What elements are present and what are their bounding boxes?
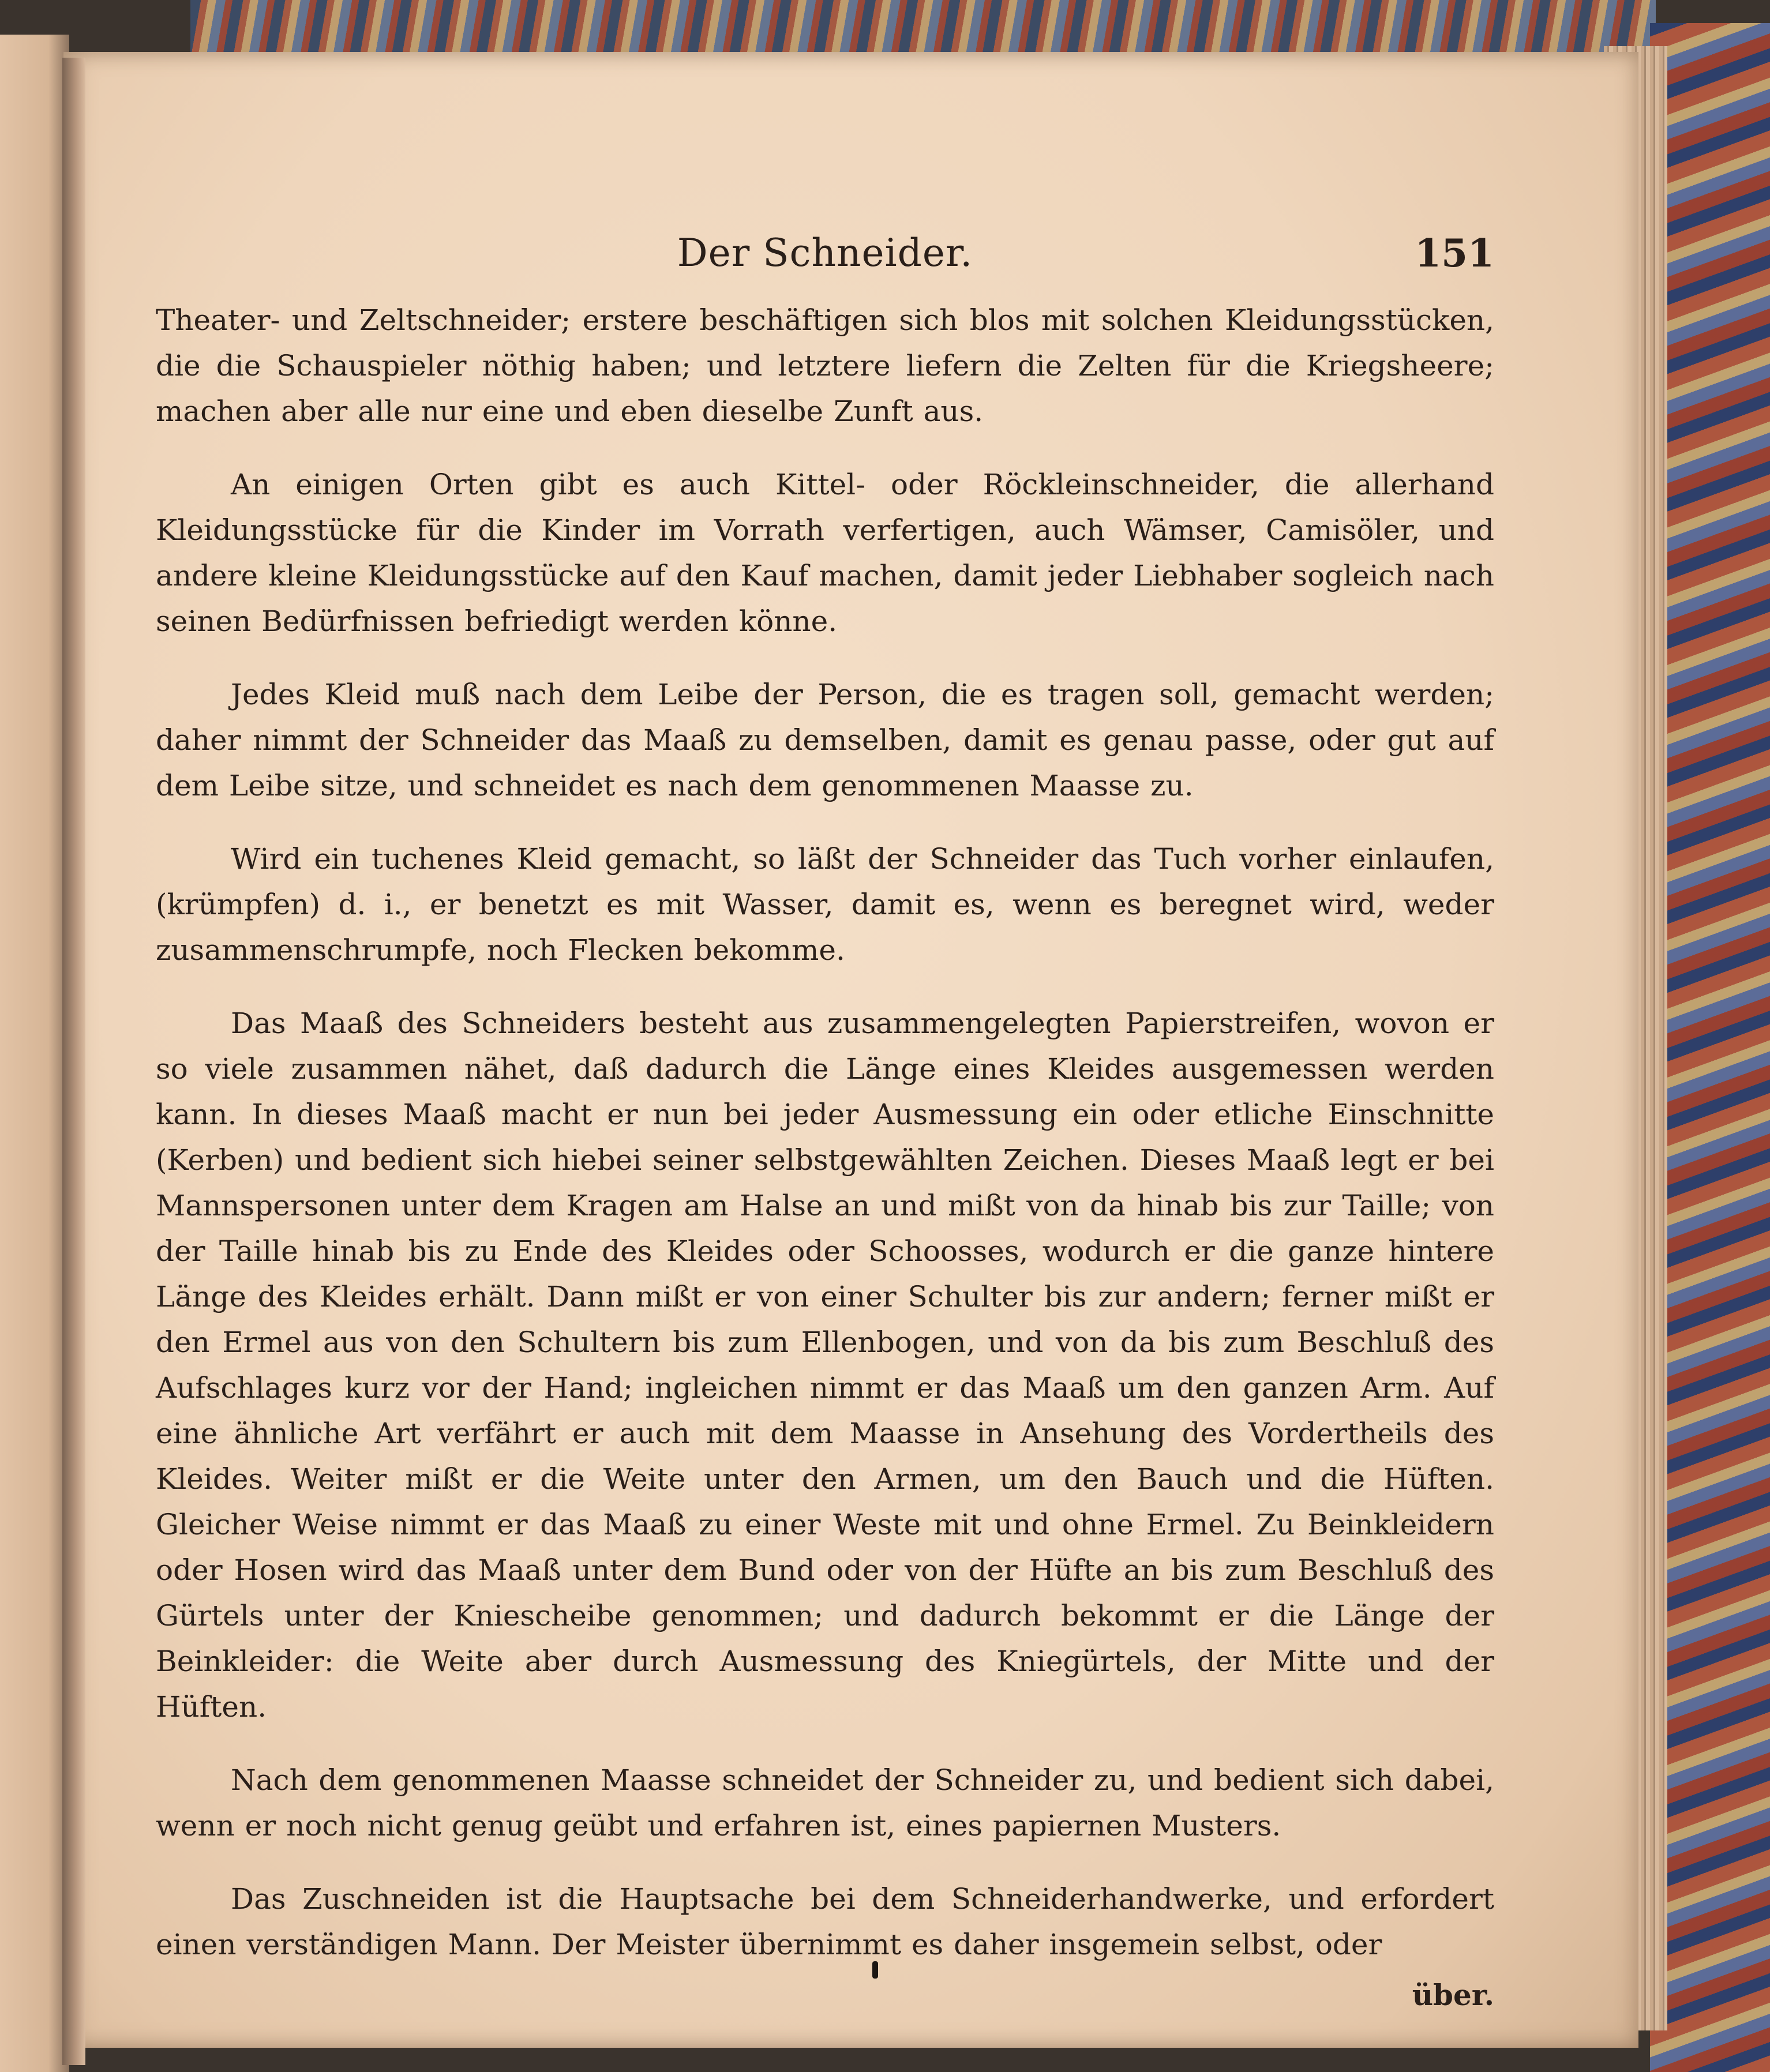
book-top-marbled-edge (190, 0, 1656, 52)
paragraph-7: Das Zuschneiden ist die Hauptsache bei dem Schneiderhandwerke, und erfordert einen verständigen Mann. Der Meister übernimmt es daher insgemein selbst, oder (156, 1882, 1494, 1961)
paragraph-4: Wird ein tuchenes Kleid gemacht, so läßt der Schneider das Tuch vorher einlaufen, (krümpfen) d. i., er benetzt es mit Wasser, damit es, wenn es beregnet wird, weder zusammenschrumpfe, noch Flecken bekomme. (156, 842, 1494, 967)
running-head (156, 225, 1494, 294)
paragraph-1: Theater- und Zeltschneider; erstere beschäftigen sich blos mit solchen Kleidungsstücken, die die Schauspieler nöthig haben; und letztere liefern die Zelten für die Kriegsheere; machen aber alle nur eine und eben dieselbe Zunft aus. (156, 303, 1494, 428)
paragraph-6: Nach dem genommenen Maasse schneidet der Schneider zu, und bedient sich dabei, wenn er noch nicht genug geübt und erfahren ist, eines papiernen Musters. (156, 1763, 1494, 1842)
book-page (63, 52, 1638, 2048)
book-marbled-side-edge (1650, 23, 1770, 2072)
page-text-block (156, 225, 1494, 2018)
catchword: über. (1412, 1978, 1494, 2012)
previous-page-edge (0, 35, 69, 2072)
book-gutter (62, 58, 85, 2065)
paragraph-3: Jedes Kleid muß nach dem Leibe der Person, die es tragen soll, gemacht werden; daher nimmt der Schneider das Maaß zu demselben, damit es genau passe, oder gut auf dem Leibe sitze, und schneidet es nach dem genommenen Maasse zu. (156, 678, 1494, 802)
paragraph-5: Das Maaß des Schneiders besteht aus zusammengelegten Papierstreifen, wovon er so viele zusammen nähet, daß dadurch die Länge eines Kleides ausgemessen werden kann. In dieses Maaß macht er nun bei jeder Ausmessung ein oder etliche Einschnitte (Kerben) und bedient sich hiebei seiner selbstgewählten Zeichen. Dieses Maaß legt er bei Mannspersonen unter dem Kragen am Halse an und mißt von da hinab bis zur Taille; von der Taille hinab bis zu Ende des Kleides oder Schoosses, wodurch er die ganze hintere Länge des Kleides erhält. Dann mißt er von einer Schulter bis zur andern; ferner mißt er den Ermel aus von den Schultern bis zum Ellenbogen, und von da bis zum Beschluß des Aufschlages kurz vor der Hand; ingleichen nimmt er das Maaß um den ganzen Arm. Auf eine ähnliche Art verfährt er auch mit dem Maasse in Ansehung des Vordertheils des Kleides. Weiter mißt er die Weite unter den Armen, um den Bauch und die Hüften. Gleicher Weise nimmt er das Maaß zu einer Weste mit und ohne Ermel. Zu Beinkleidern oder Hosen wird das Maaß unter dem Bund oder von der Hüfte an bis zum Beschluß des Gürtels unter der Kniescheibe genommen; und dadurch bekommt er die Länge der Beinkleider: die Weite aber durch Ausmessung des Kniegürtels, der Mitte und der Hüften. (156, 1007, 1494, 1724)
running-head-title: Der Schneider. (677, 231, 973, 275)
paragraph-2: An einigen Orten gibt es auch Kittel- oder Röckleinschneider, die allerhand Kleidungsstücke für die Kinder im Vorrath verfertigen, auch Wämser, Camisöler, und andere kleine Kleidungsstücke auf den Kauf machen, damit jeder Liebhaber sogleich nach seinen Bedürfnissen befriedigt werden könne. (156, 468, 1494, 638)
ink-mark (872, 1961, 878, 1979)
page-number: 151 (1415, 231, 1494, 276)
